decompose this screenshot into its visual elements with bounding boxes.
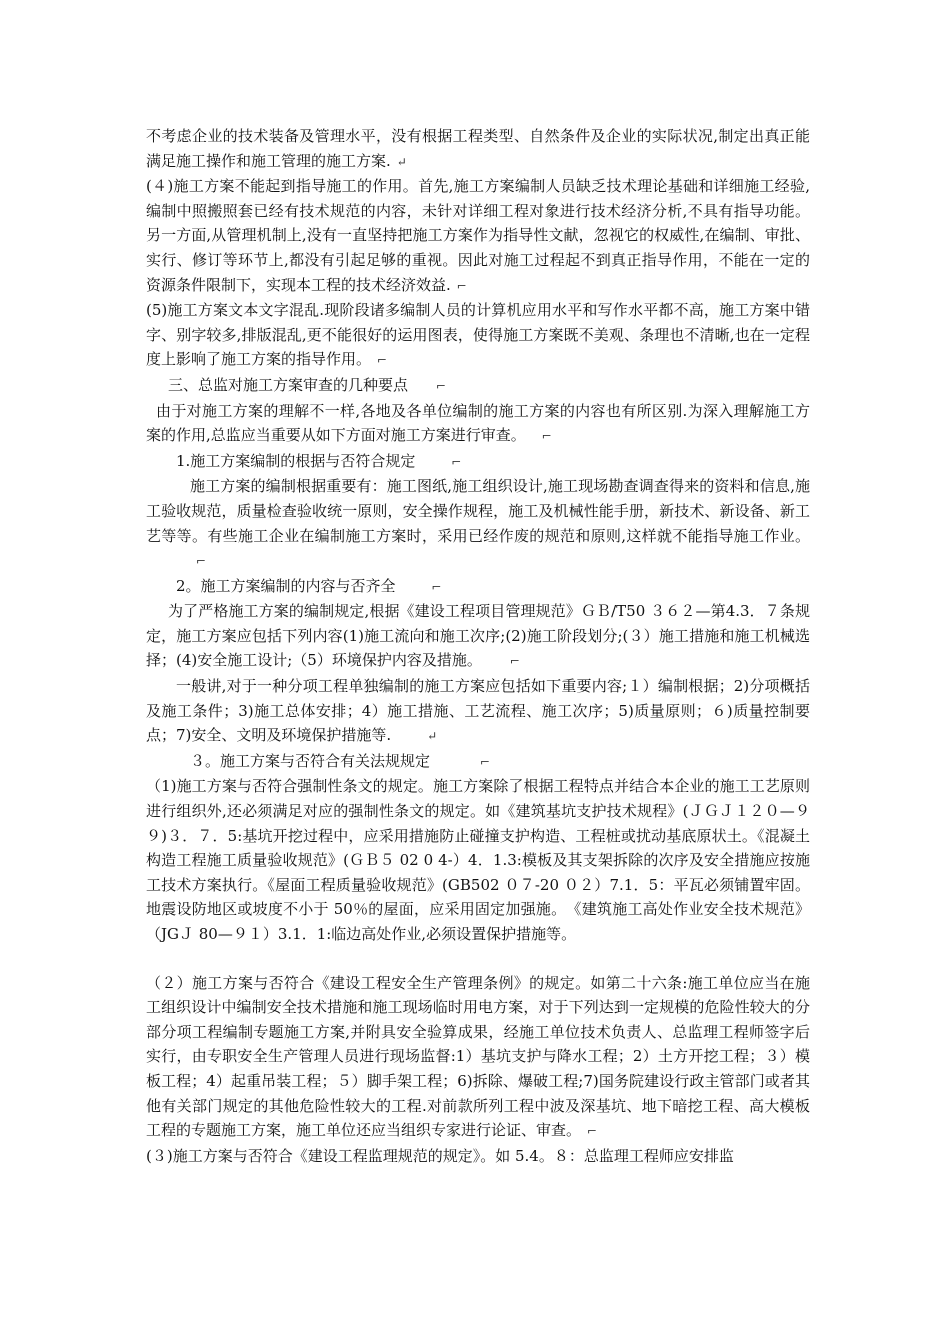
paragraph-text: (４)施工方案不能起到指导施工的作用。首先,施工方案编制人员缺乏技术理论基础和详细施工经验,编制中照搬照套已经有技术规范的内容，未针对详细工程对象进行技术经济分析,不具有指导功能。另一方面,从管理机制上,没有一直坚持把施工方案作为指导性文献，忽视它的权威性,在编制、审批、实行、修订等环节上,都没有引起足够的重视。因此对施工过程起不到真正指导作用，不能在一定的资源条件限制下，实现本工程的技术经济效益. bbox=[146, 177, 810, 294]
paragraph-text: 2。施工方案编制的内容与否齐全 bbox=[176, 576, 396, 595]
paragraph-mark: ⌐ bbox=[377, 353, 388, 368]
paragraph-mark: ⌐ bbox=[587, 1124, 598, 1139]
paragraph-12 bbox=[146, 774, 810, 946]
document-body bbox=[146, 124, 810, 1168]
paragraph-1 bbox=[146, 124, 810, 174]
paragraph-mark: ⌐ bbox=[196, 554, 207, 569]
subheading-3 bbox=[146, 749, 810, 775]
paragraph-text: 三、总监对施工方案审查的几种要点 bbox=[168, 375, 409, 394]
paragraph-text: 一般讲,对于一种分项工程单独编制的施工方案应包括如下重要内容;１）编制根据；2)分项概括及施工条件；3)施工总体安排；4）施工措施、工艺流程、施工次序；5)质量原则；６)质量控制要点；7)安全、文明及环境保护措施等. bbox=[146, 677, 810, 745]
paragraph-mark: ↵ bbox=[396, 154, 407, 169]
paragraph-text: (5)施工方案文本文字混乱.现阶段诸多编制人员的计算机应用水平和写作水平都不高，施工方案中错字、别字较多,排版混乱,更不能很好的运用图表，使得施工方案既不美观、条理也不清晰,也在一定程度上影响了施工方案的指导作用。 bbox=[146, 301, 810, 369]
paragraph-5 bbox=[146, 399, 810, 449]
paragraph-text: （２）施工方案与否符合《建设工程安全生产管理条例》的规定。如第二十六条:施工单位应当在施工组织设计中编制安全技术措施和施工现场临时用电方案，对于下列达到一定规模的危险性较大的分部分项工程编制专题施工方案,并附具安全验算成果，经施工单位技术负责人、总监理工程师签字后实行，由专职安全生产管理人员进行现场监督:1）基坑支护与降水工程；2）土方开挖工程；３）模板工程；4）起重吊装工程；５）脚手架工程；6)拆除、爆破工程;7)国务院建设行政主管部门或者其他有关部门规定的其他危险性较大的工程.对前款所列工程中波及深基坑、地下暗挖工程、高大模板工程的专题施工方案，施工单位还应当组织专家进行论证、审查。 bbox=[146, 973, 810, 1140]
paragraph-text: 不考虑企业的技术装备及管理水平，没有根据工程类型、自然条件及企业的实际状况,制定出真正能满足施工操作和施工管理的施工方案. bbox=[146, 127, 810, 170]
paragraph-text: ３。施工方案与否符合有关法规规定 bbox=[190, 751, 431, 770]
paragraph-mark: ⌐ bbox=[541, 429, 552, 444]
section-heading bbox=[146, 373, 810, 399]
paragraph-spacer bbox=[146, 947, 810, 971]
paragraph-10 bbox=[146, 674, 810, 749]
paragraph-mark: ⌐ bbox=[451, 454, 462, 469]
paragraph-text: （1)施工方案与否符合强制性条文的规定。施工方案除了根据工程特点并结合本企业的施工工艺原则进行组织外,还必须满足对应的强制性条文的规定。如《建筑基坑支护技术规程》(ＪＧＪ１２０—９９)３．７．5:基坑开挖过程中，应采用措施防止碰撞支护构造、工程桩或扰动基底原状土。《混凝土构造工程施工质量验收规范》(ＧＢ５ 02 0 4-）4．1.3:模板及其支架拆除的次序及安全措施应按施工技术方案执行。《屋面工程质量验收规范》(GB502 ０７-20 ０２）7.1．5：平瓦必须铺置牢固。地震设防地区或坡度不小于 50％的屋面，应采用固定加强施。 《建筑施工高处作业安全技术规范》（JGＪ 80—９１）3.1．1:临边高处作业,必须设置保护措施等。 bbox=[146, 777, 810, 943]
paragraph-mark: ⌐ bbox=[509, 654, 520, 669]
paragraph-13 bbox=[146, 971, 810, 1144]
paragraph-text: (３)施工方案与否符合《建设工程监理规范的规定》。如 5.4。８：总监理工程师应安排监 bbox=[146, 1146, 734, 1165]
paragraph-3 bbox=[146, 298, 810, 373]
subheading-2 bbox=[146, 574, 810, 600]
paragraph-mark: ⌐ bbox=[436, 378, 447, 393]
paragraph-7 bbox=[146, 474, 810, 573]
paragraph-9 bbox=[146, 599, 810, 674]
paragraph-mark: ⌐ bbox=[431, 579, 442, 594]
paragraph-text: 为了严格施工方案的编制规定,根据《建设工程项目管理规范》ＧＢ/T50 ３６２—第4.3．７条规定，施工方案应包括下列内容(1)施工流向和施工次序;(2)施工阶段划分;(３）施工措施和施工机械选择；(4)安全施工设计;（5）环境保护内容及措施。 bbox=[146, 602, 810, 670]
paragraph-2 bbox=[146, 174, 810, 298]
subheading-1 bbox=[146, 449, 810, 475]
paragraph-text: 施工方案的编制根据重要有：施工图纸,施工组织设计,施工现场勘查调查得来的资料和信息,施工验收规范，质量检查验收统一原则，安全操作规程，施工及机械性能手册，新技术、新设备、新工艺等等。有些施工企业在编制施工方案时，采用已经作废的规范和原则,这样就不能指导施工作业。 bbox=[146, 477, 810, 545]
paragraph-14 bbox=[146, 1144, 810, 1169]
paragraph-mark: ↵ bbox=[427, 729, 438, 744]
paragraph-mark: ⌐ bbox=[480, 754, 491, 769]
paragraph-text: 由于对施工方案的理解不一样,各地及各单位编制的施工方案的内容也有所区别.为深入理解施工方案的作用,总监应当重要从如下方面对施工方案进行审查。 bbox=[146, 401, 810, 445]
paragraph-text: 1.施工方案编制的根据与否符合规定 bbox=[176, 451, 416, 470]
paragraph-mark: ⌐ bbox=[456, 278, 467, 293]
